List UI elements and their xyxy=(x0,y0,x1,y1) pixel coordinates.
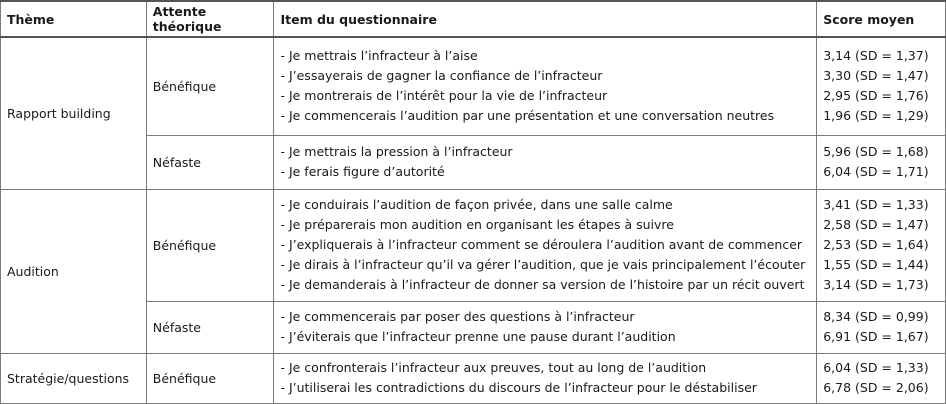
table-row xyxy=(1,353,946,403)
item-score: 3,41 (SD = 1,33) xyxy=(823,197,929,212)
theme-cell: Stratégie/questions xyxy=(1,353,147,403)
item-score: 2,58 (SD = 1,47) xyxy=(823,217,929,232)
table-row xyxy=(1,189,946,301)
theme-cell: Rapport building xyxy=(1,37,147,189)
attente-cell: Néfaste xyxy=(146,301,274,353)
items-cell xyxy=(274,37,817,135)
header-theme: Thème xyxy=(1,1,147,37)
attente-cell: Bénéfique xyxy=(146,37,274,135)
item-text: - Je mettrais l’infracteur à l’aise xyxy=(280,48,478,64)
item-text: - Je commencerais l’audition par une présentation et une conversation neutres xyxy=(280,108,775,124)
scores-cell xyxy=(817,301,946,353)
items-cell xyxy=(274,135,817,189)
scores-cell xyxy=(817,353,946,403)
item-score: 6,04 (SD = 1,33) xyxy=(823,360,929,375)
header-attente: Attente théorique xyxy=(146,1,274,37)
item-score: 3,14 (SD = 1,73) xyxy=(823,277,929,292)
item-score: 2,95 (SD = 1,76) xyxy=(823,88,929,104)
item-text: - J’éviterais que l’infracteur prenne une pause durant l’audition xyxy=(280,329,676,344)
item-text: - Je demanderais à l’infracteur de donner sa version de l’histoire par un récit ouvert xyxy=(280,277,805,292)
item-score: 6,04 (SD = 1,71) xyxy=(823,164,929,179)
header-row xyxy=(1,1,946,37)
item-text: - Je confronterais l’infracteur aux preuves, tout au long de l’audition xyxy=(280,360,707,375)
item-score: 3,30 (SD = 1,47) xyxy=(823,68,929,84)
item-text: - Je dirais à l’infracteur qu’il va gérer l’audition, que je vais principalement l’écouter xyxy=(280,257,806,272)
attente-cell: Bénéfique xyxy=(146,353,274,403)
item-score: 2,53 (SD = 1,64) xyxy=(823,237,929,252)
item-text: - Je montrerais de l’intérêt pour la vie de l’infracteur xyxy=(280,88,608,104)
scores-cell xyxy=(817,37,946,135)
attente-cell: Néfaste xyxy=(146,135,274,189)
scores-cell xyxy=(817,135,946,189)
header-item: Item du questionnaire xyxy=(274,1,817,37)
item-text: - J’utiliserai les contradictions du discours de l’infracteur pour le déstabiliser xyxy=(280,380,757,395)
scores-cell xyxy=(817,189,946,301)
items-cell xyxy=(274,189,817,301)
item-text: - Je conduirais l’audition de façon privée, dans une salle calme xyxy=(280,197,673,212)
items-cell xyxy=(274,301,817,353)
item-text: - J’essayerais de gagner la confiance de l’infracteur xyxy=(280,68,603,84)
attente-cell: Bénéfique xyxy=(146,189,274,301)
item-score: 6,91 (SD = 1,67) xyxy=(823,329,929,344)
item-score: 5,96 (SD = 1,68) xyxy=(823,144,929,159)
item-score: 8,34 (SD = 0,99) xyxy=(823,309,929,324)
item-score: 3,14 (SD = 1,37) xyxy=(823,48,929,64)
item-text: - Je ferais figure d’autorité xyxy=(280,164,445,179)
item-text: - Je préparerais mon audition en organisant les étapes à suivre xyxy=(280,217,674,232)
item-text: - Je commencerais par poser des questions à l’infracteur xyxy=(280,309,635,324)
item-score: 6,78 (SD = 2,06) xyxy=(823,380,929,395)
item-text: - J’expliquerais à l’infracteur comment se déroulera l’audition avant de commencer xyxy=(280,237,803,252)
table-row xyxy=(1,37,946,135)
items-cell xyxy=(274,353,817,403)
item-score: 1,55 (SD = 1,44) xyxy=(823,257,929,272)
item-text: - Je mettrais la pression à l’infracteur xyxy=(280,144,513,159)
item-score: 1,96 (SD = 1,29) xyxy=(823,108,929,124)
header-score: Score moyen xyxy=(817,1,946,37)
theme-cell: Audition xyxy=(1,189,147,353)
